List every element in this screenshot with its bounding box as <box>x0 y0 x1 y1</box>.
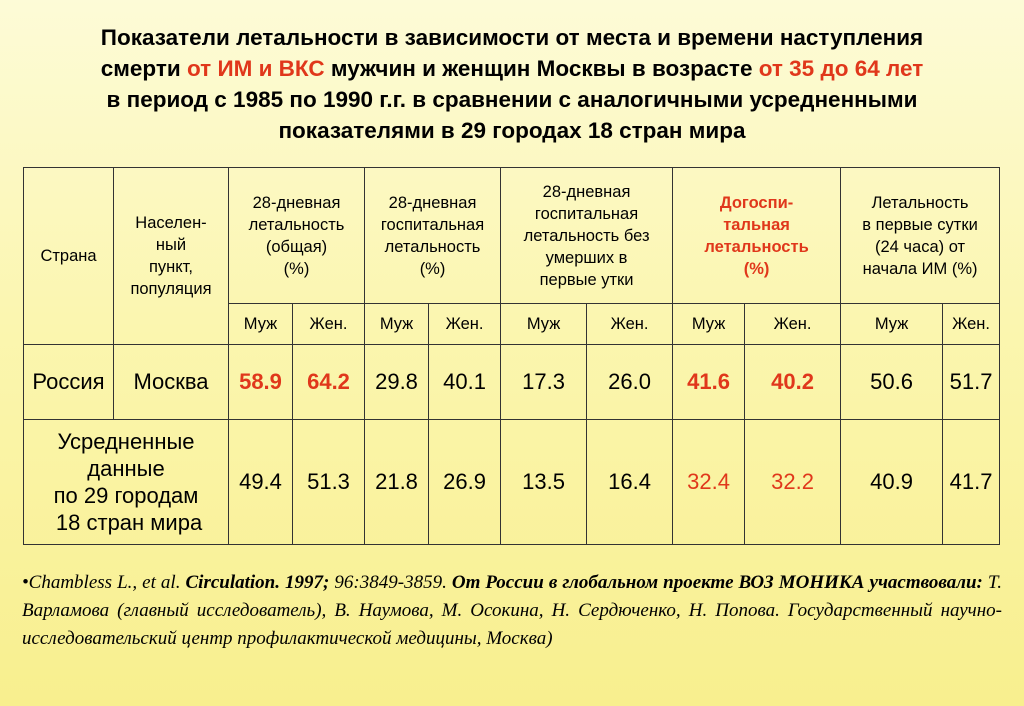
header-row <box>24 168 1000 304</box>
footnote-participants: Т. Варламова (главный исследователь), В. Наумова, М. Осокина, Н. Сердюченко, Н. Попова. Государственный научно-исследовательский центр профилактической медицины, Москва) <box>22 572 1003 649</box>
cell-place: Усредненные данные по 29 городам 18 стран мира <box>24 420 229 545</box>
subheader-male: Муж <box>501 304 587 345</box>
lethality-table <box>23 167 1000 545</box>
cell-value: 58.9 <box>229 345 293 420</box>
title-line-4: показателями в 29 городах 18 стран мира <box>278 118 746 143</box>
footnote-journal: Circulation. 1997; <box>185 572 330 593</box>
header-28day-hospital: 28-дневная госпитальная летальность (%) <box>365 168 501 304</box>
cell-value: 26.9 <box>429 420 501 545</box>
subheader-male: Муж <box>365 304 429 345</box>
cell-value: 50.6 <box>841 345 943 420</box>
footnote <box>22 569 1002 653</box>
table-row-russia <box>24 345 1000 420</box>
header-first-day: Летальность в первые сутки (24 часа) от начала ИМ (%) <box>841 168 1000 304</box>
cell-value: 40.1 <box>429 345 501 420</box>
cell-value: 51.3 <box>293 420 365 545</box>
cell-value: 17.3 <box>501 345 587 420</box>
cell-value: 13.5 <box>501 420 587 545</box>
cell-country: Россия <box>24 345 114 420</box>
cell-value: 40.2 <box>745 345 841 420</box>
cell-value: 32.2 <box>745 420 841 545</box>
cell-value: 40.9 <box>841 420 943 545</box>
title-text: мужчин и женщин Москвы в возрасте <box>324 56 759 81</box>
subheader-female: Жен. <box>429 304 501 345</box>
cell-value: 21.8 <box>365 420 429 545</box>
cell-value: 49.4 <box>229 420 293 545</box>
subheader-male: Муж <box>673 304 745 345</box>
cell-value: 41.6 <box>673 345 745 420</box>
subheader-male: Муж <box>841 304 943 345</box>
cell-value: 29.8 <box>365 345 429 420</box>
footnote-authors: •Chambless L., et al. <box>22 572 186 593</box>
footnote-pages: 96:3849-3859. <box>329 572 452 593</box>
cell-value: 41.7 <box>943 420 1000 545</box>
title-line-1: Показатели летальности в зависимости от места и времени наступления <box>100 25 924 50</box>
cell-value: 64.2 <box>293 345 365 420</box>
title-highlight-age: от 35 до 64 лет <box>758 56 924 81</box>
header-place: Населен- ный пункт, популяция <box>114 168 229 345</box>
header-28day-total: 28-дневная летальность (общая) (%) <box>229 168 365 304</box>
subheader-female: Жен. <box>293 304 365 345</box>
footnote-project: От России в глобальном проекте ВОЗ МОНИКА участвовали: <box>451 572 983 593</box>
title-line-3: в период с 1985 по 1990 г.г. в сравнении с аналогичными усредненными <box>106 87 918 112</box>
header-28day-hospital-no-first-day: 28-дневная госпитальная летальность без умерших в первые утки <box>501 168 673 304</box>
subheader-female: Жен. <box>745 304 841 345</box>
cell-value: 32.4 <box>673 420 745 545</box>
title-highlight-cause: от ИМ и ВКС <box>186 56 325 81</box>
slide-title <box>20 22 1004 146</box>
cell-value: 26.0 <box>587 345 673 420</box>
header-country: Страна <box>24 168 114 345</box>
header-prehospital: Догоспи- тальная летальность (%) <box>673 168 841 304</box>
subheader-female: Жен. <box>587 304 673 345</box>
cell-value: 16.4 <box>587 420 673 545</box>
subheader-male: Муж <box>229 304 293 345</box>
subheader-female: Жен. <box>943 304 1000 345</box>
cell-value: 51.7 <box>943 345 1000 420</box>
table-row-average <box>24 420 1000 545</box>
cell-place: Москва <box>114 345 229 420</box>
title-text: смерти <box>100 56 187 81</box>
title-line-2 <box>20 53 1004 84</box>
